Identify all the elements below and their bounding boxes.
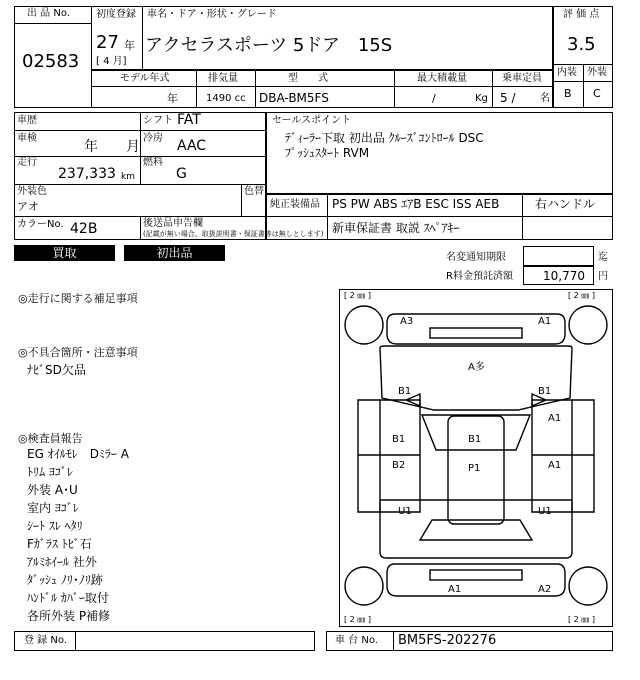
mark-front-bumper-right: A1 bbox=[538, 316, 552, 327]
model-year-label: モデル年式 bbox=[120, 73, 170, 84]
details-hline-3 bbox=[14, 184, 266, 185]
defects-title: ◎不具合箇所・注意事項 bbox=[18, 346, 138, 359]
shift-value: FAT bbox=[177, 112, 201, 128]
exterior-label: 外装 bbox=[587, 67, 607, 78]
first-listing-badge: 初出品 bbox=[124, 245, 225, 261]
body-right bbox=[532, 400, 594, 512]
rating-grade-hline bbox=[553, 81, 613, 82]
details-vline-3 bbox=[140, 216, 141, 240]
mark-right-front-fender: B1 bbox=[538, 386, 552, 397]
inspection-label: 車検 bbox=[17, 133, 37, 144]
inspector-line: Fｶﾞﾗｽ ﾄﾋﾞ石 bbox=[27, 537, 92, 551]
post-docs-label: 後送品申告欄 bbox=[143, 218, 203, 229]
sales-point-line2: ﾌﾟｯｼｭｽﾀｰﾄ RVM bbox=[285, 146, 370, 160]
tire-label-front-right: [ 2 ㎜ ] bbox=[568, 291, 595, 300]
mark-right-front-door-upper: A1 bbox=[548, 413, 562, 424]
sales-point-line1: ﾃﾞｨｰﾗｰ下取 初出品 ｸﾙｰｽﾞｺﾝﾄﾛｰﾙ DSC bbox=[285, 131, 484, 145]
first-reg-year-unit: 年 bbox=[124, 39, 135, 52]
reg-no-label: 登 録 No. bbox=[24, 635, 67, 646]
mark-left-front-door: B1 bbox=[392, 434, 406, 445]
lot-label: 出 品 No. bbox=[27, 8, 70, 19]
tire-label-front-left: [ 2 ㎜ ] bbox=[344, 291, 371, 300]
recycle-unit: 円 bbox=[598, 271, 608, 282]
displacement-value: 1490 cc bbox=[206, 93, 246, 104]
name-change-value-box bbox=[523, 246, 594, 266]
mark-front-bumper-left: A3 bbox=[400, 316, 414, 327]
driving-notes-title: ◎走行に関する補足事項 bbox=[18, 292, 138, 305]
spec-row-hline bbox=[91, 86, 553, 87]
chassis-label: 車 台 No. bbox=[335, 635, 378, 646]
color-change-label: 色替 bbox=[244, 186, 264, 197]
tire-rear-right bbox=[569, 567, 607, 605]
rating-label: 評 価 点 bbox=[563, 9, 600, 20]
exterior-grade: C bbox=[593, 87, 601, 100]
car-name-label: 車名・ドア・形状・グレード bbox=[147, 9, 277, 20]
first-reg-label: 初度登録 bbox=[96, 9, 136, 20]
interior-label: 内装 bbox=[557, 67, 577, 78]
buy-badge: 買取 bbox=[14, 245, 115, 261]
inspector-title: ◎検査員報告 bbox=[18, 432, 83, 445]
handle-position: 右ハンドル bbox=[535, 197, 596, 211]
tire-rear-left bbox=[345, 567, 383, 605]
spec-div-4 bbox=[492, 70, 493, 108]
fuel-label: 燃料 bbox=[143, 157, 163, 168]
spec-div-3 bbox=[394, 70, 395, 108]
mark-hood: A多 bbox=[468, 362, 485, 373]
capacity-label: 乗車定員 bbox=[502, 73, 542, 84]
lot-number: 02583 bbox=[22, 51, 80, 72]
rear-window bbox=[420, 520, 532, 540]
color-no: 42B bbox=[70, 221, 98, 237]
recycle-value: 10,770 bbox=[543, 269, 585, 283]
model-label: 型 式 bbox=[288, 73, 328, 84]
inspector-line: ｼｰﾄ ｽﾚ ﾍﾀﾘ bbox=[27, 519, 83, 533]
inspector-line: ﾀﾞｯｼｭ ﾉﾘ･ﾉﾘ跡 bbox=[27, 573, 103, 587]
inspector-line: EG ｵｲﾙﾓﾚ Dﾐﾗｰ A bbox=[27, 447, 129, 461]
equipment-hline bbox=[266, 216, 613, 217]
mark-left-rear-fender: U1 bbox=[398, 506, 412, 517]
mileage-label: 走行 bbox=[17, 157, 37, 168]
mark-left-rear-door: B2 bbox=[392, 460, 406, 471]
fuel-value: G bbox=[176, 166, 187, 182]
front-grille bbox=[430, 328, 522, 338]
tire-label-rear-right: [ 2 ㎜ ] bbox=[568, 615, 595, 624]
rating-grade-divider bbox=[583, 64, 584, 108]
equipment-label: 純正装備品 bbox=[270, 199, 320, 210]
inspector-line: 室内 ﾖｺﾞﾚ bbox=[27, 501, 79, 515]
reg-no-divider bbox=[75, 631, 76, 651]
load-label: 最大積載量 bbox=[417, 73, 467, 84]
chassis-divider bbox=[393, 631, 394, 651]
color-no-label: カラーNo. bbox=[17, 219, 64, 230]
mark-roof-front: B1 bbox=[468, 434, 482, 445]
inspector-line: 各所外装 P補修 bbox=[27, 609, 111, 623]
model-year-unit: 年 bbox=[167, 92, 178, 105]
first-reg-month: [ 4 月] bbox=[96, 56, 127, 67]
equipment-items: PS PW ABS ｴｱB ESC ISS AEB bbox=[332, 197, 500, 211]
inspector-line: 外装 A･U bbox=[27, 483, 78, 497]
model-value: DBA-BM5FS bbox=[259, 91, 329, 105]
interior-grade: B bbox=[564, 87, 572, 100]
equipment-extras: 新車保証書 取説 ｽﾍﾟｱｷｰ bbox=[332, 221, 460, 235]
sales-point-label: セールスポイント bbox=[272, 115, 352, 126]
equipment-vline-1 bbox=[327, 194, 328, 216]
mark-right-front-door: A1 bbox=[548, 460, 562, 471]
exterior-color-label: 外装色 bbox=[17, 186, 47, 197]
equipment-vline-2 bbox=[522, 194, 523, 240]
defects-line1: ﾅﾋﾞSD欠品 bbox=[27, 363, 86, 377]
car-diagram bbox=[340, 290, 612, 626]
body-left bbox=[358, 400, 420, 512]
name-change-suffix: 迄 bbox=[598, 252, 608, 263]
mark-left-front-fender: B1 bbox=[398, 386, 412, 397]
mark-right-rear-fender: U1 bbox=[538, 506, 552, 517]
mark-rear-bumper-center: A1 bbox=[448, 584, 462, 595]
shift-label: シフト bbox=[143, 115, 173, 126]
spec-div-1 bbox=[196, 70, 197, 108]
inspector-line: ｱﾙﾐﾎｲｰﾙ 社外 bbox=[27, 555, 97, 569]
load-value: / bbox=[432, 92, 436, 105]
tire-front-left bbox=[345, 306, 383, 344]
inspector-line: ﾊﾝﾄﾞﾙ ｶﾊﾞｰ取付 bbox=[27, 591, 109, 605]
inspector-line: ﾄﾘﾑ ﾖｺﾞﾚ bbox=[27, 465, 73, 479]
recycle-label: R料金預託済額 bbox=[446, 271, 513, 282]
post-docs-note: (記載が無い場合、取扱説明書・保証書等は無しとします) bbox=[143, 230, 324, 238]
name-change-label: 名変通知期限 bbox=[446, 252, 506, 263]
car-diagram-frame bbox=[339, 289, 613, 627]
capacity-unit: 名 bbox=[540, 93, 550, 104]
details-vline-2 bbox=[241, 184, 242, 216]
rear-plate bbox=[430, 570, 522, 580]
tire-front-right bbox=[569, 306, 607, 344]
chassis-value: BM5FS-202276 bbox=[398, 633, 497, 648]
details-vline-1 bbox=[140, 112, 141, 184]
capacity-value: 5 / bbox=[500, 91, 516, 105]
mark-rear-bumper-right: A2 bbox=[538, 584, 552, 595]
mileage-value: 237,333 bbox=[58, 166, 116, 182]
exterior-color: アオ bbox=[17, 200, 39, 213]
inspection-value: 年 月 bbox=[84, 139, 140, 155]
mark-roof: P1 bbox=[468, 463, 481, 474]
load-unit: Kg bbox=[475, 93, 488, 104]
car-name: アクセラスポーツ 5ドア 15S bbox=[145, 35, 393, 56]
tire-label-rear-left: [ 2 ㎜ ] bbox=[344, 615, 371, 624]
rating-value: 3.5 bbox=[567, 34, 596, 55]
first-reg-year: 27 bbox=[96, 32, 119, 53]
equipment-vline-3 bbox=[327, 216, 328, 240]
ac-label: 冷房 bbox=[143, 133, 163, 144]
history-label: 車歴 bbox=[17, 115, 37, 126]
spec-div-2 bbox=[255, 70, 256, 108]
displacement-label: 排気量 bbox=[208, 73, 238, 84]
mileage-unit: km bbox=[121, 172, 135, 182]
ac-value: AAC bbox=[177, 138, 207, 154]
